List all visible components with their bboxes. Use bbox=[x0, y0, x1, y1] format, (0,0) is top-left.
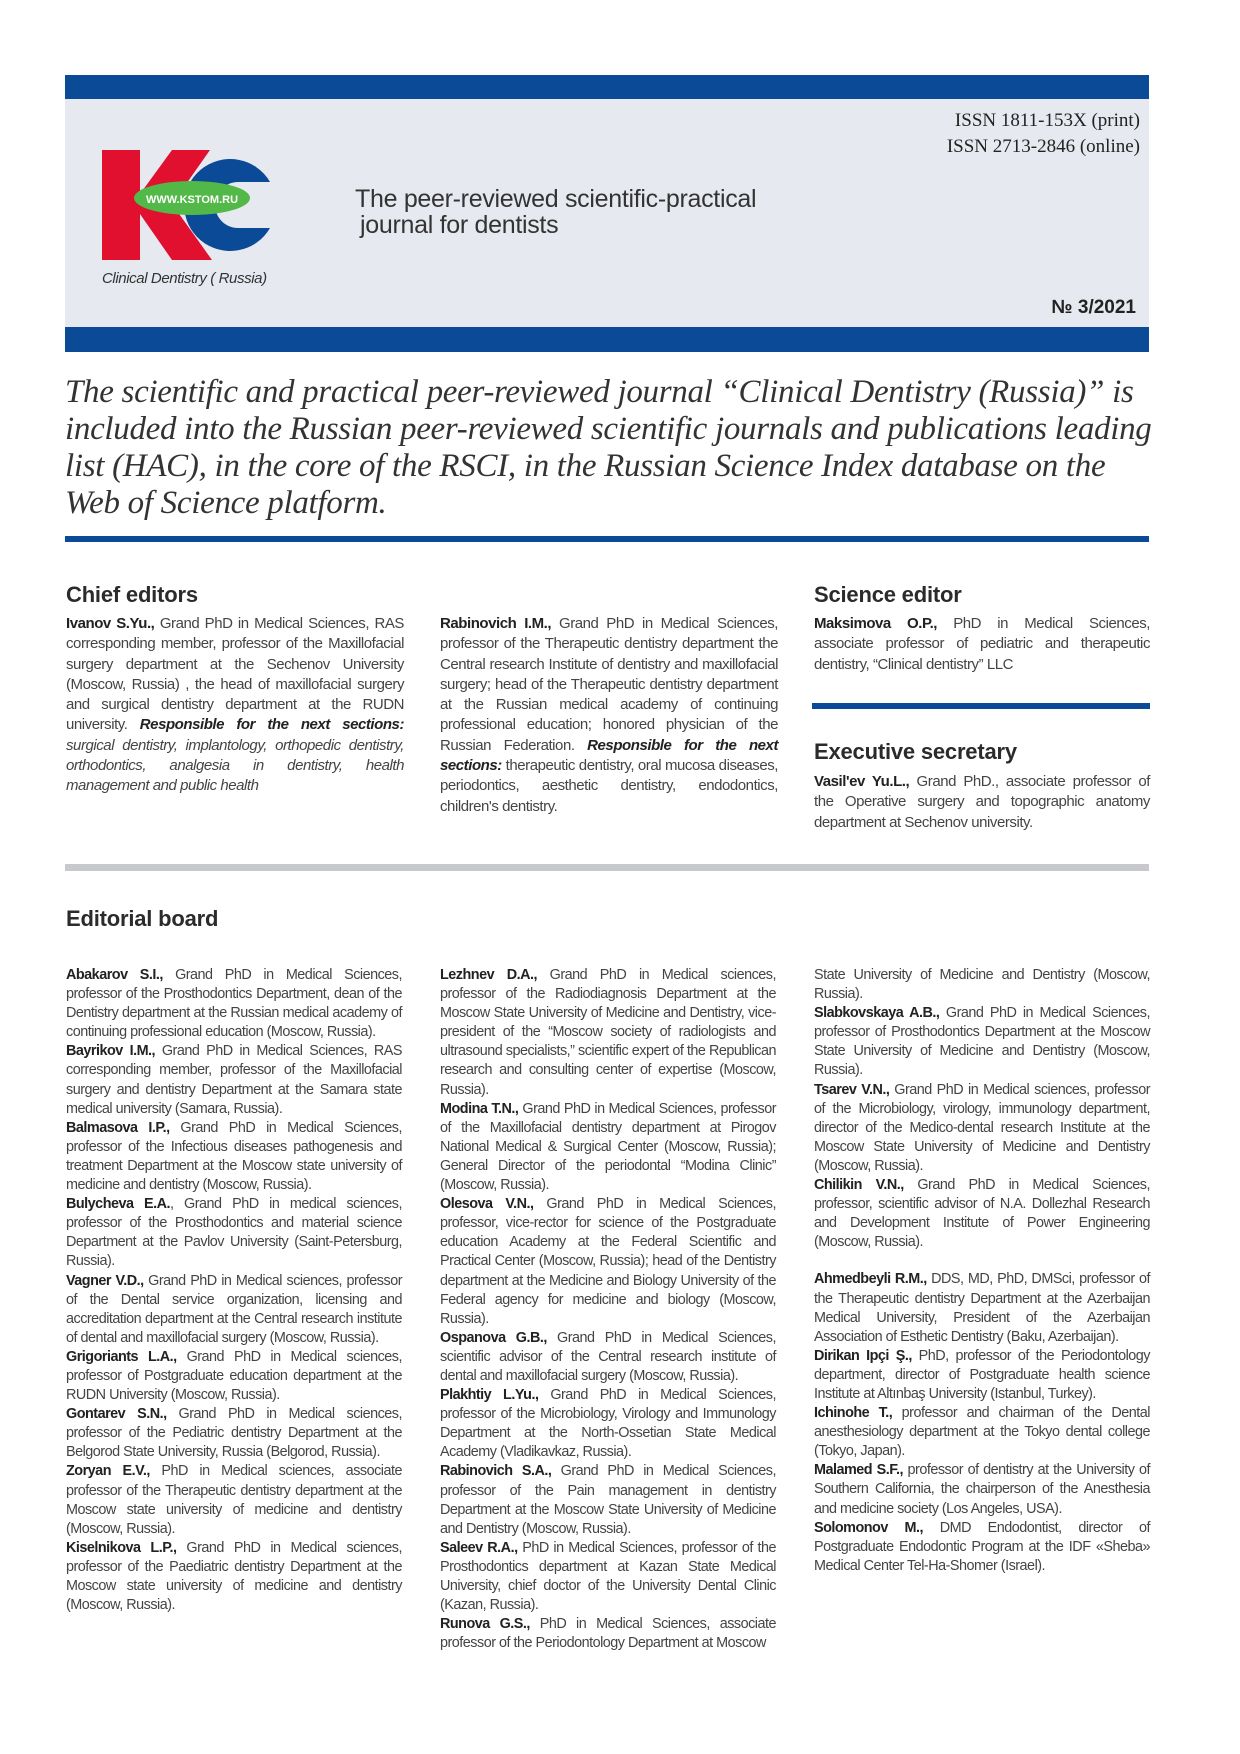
member-bio: PhD in Medical Sciences, professor of the Prosthodontics department at Kazan State Medical University, chief doctor of the University Dental Clinic (Kazan, Russia). bbox=[440, 1539, 777, 1614]
board-column-1 bbox=[66, 966, 402, 1615]
editor-bio: PhD in Medical Sciences, associate professor of pediatric and therapeutic dentistry, “Clinical dentistry” LLC bbox=[814, 615, 1150, 673]
intro-statement: The scientific and practical peer-reviewed journal “Clinical Dentistry (Russia)” is included into the Russian peer-reviewed scientific journals and publications leading list (HAC), in the core of the RSCI, in the Russian Science Index database on the Web of Science platform. bbox=[65, 374, 1152, 521]
board-member-entry bbox=[814, 1270, 1150, 1346]
board-member-entry bbox=[814, 1176, 1150, 1252]
board-column-2 bbox=[440, 966, 776, 1653]
board-group-domestic bbox=[814, 1004, 1150, 1252]
board-entry-continued: State University of Medicine and Dentistry (Moscow, Russia). bbox=[814, 967, 1150, 1003]
board-member-entry bbox=[440, 1462, 776, 1538]
journal-tagline bbox=[355, 186, 875, 238]
member-name: Saleev R.A., bbox=[440, 1539, 518, 1556]
science-editor-heading: Science editor bbox=[814, 582, 962, 607]
board-group-gap bbox=[814, 1252, 1150, 1270]
member-bio: Grand PhD in Medical sciences, professor of the Dental service organization, licensing and accreditation department at the Central research institute of dental and maxillofacial surgery (Moscow, Russia). bbox=[66, 1272, 402, 1346]
board-member-entry bbox=[66, 1539, 402, 1615]
member-bio: Grand PhD in Medical Sciences, scientific advisor of the Central research institute of dental and maxillofacial surgery (Moscow, Russia). bbox=[440, 1329, 776, 1384]
issn-online: ISSN 2713-2846 (online) bbox=[946, 136, 1140, 157]
member-name: Tsarev V.N., bbox=[814, 1081, 890, 1098]
board-member-entry bbox=[66, 1462, 402, 1538]
secretary-bio: Grand PhD., associate professor of the Operative surgery and topographic anatomy department at Sechenov university. bbox=[814, 773, 1150, 831]
journal-logo bbox=[100, 142, 280, 267]
member-bio: , Grand PhD in medical sciences, professor of the Prosthodontics and material science Department at the Pavlov University (Saint-Petersburg, Russia). bbox=[66, 1196, 402, 1270]
board-divider bbox=[65, 864, 1149, 871]
board-member-entry bbox=[814, 1081, 1150, 1176]
issue-number: № 3/2021 bbox=[1051, 297, 1136, 318]
responsibility-label: Responsible for the next sections: bbox=[139, 716, 404, 734]
member-name: Chilikin V.N., bbox=[814, 1177, 904, 1194]
member-name: Olesova V.N., bbox=[440, 1196, 534, 1213]
member-bio: Grand PhD in Medical Sciences, professor of the Prosthodontics Department, dean of the Dentistry department at the Russian medical academy of continuing professional education (Moscow, Russia). bbox=[66, 967, 402, 1041]
member-bio: Grand PhD in Medical sciences, professor of the Paediatric dentistry Department at the Moscow state university of medicine and dentistry (Moscow, Russia). bbox=[66, 1539, 402, 1614]
editor-bio: Grand PhD in Medical Sciences, RAS corresponding member, professor of the Maxillofacial surgery department at the Sechenov University (Moscow, Russia) , the head of maxillofacial surgery and surgical dentistry department at the RUDN university. bbox=[66, 615, 404, 734]
board-member-entry bbox=[440, 966, 776, 1100]
member-name: Malamed S.F., bbox=[814, 1462, 903, 1479]
member-bio: professor of dentistry at the University of Southern California, the chairperson of the Anesthesia and medicine society (Los Angeles, USA). bbox=[814, 1462, 1150, 1517]
editor-bio: Grand PhD in Medical Sciences, professor of the Therapeutic dentistry department the Central research Institute of dentistry and maxillofacial surgery; head of the Therapeutic dentistry department at the Russian medical academy of continuing professional education; honored physician of the Russian Federation. bbox=[440, 615, 778, 754]
member-name: Runova G.S., bbox=[440, 1616, 530, 1633]
member-name: Solomonov M., bbox=[814, 1519, 924, 1536]
board-member-entry bbox=[66, 1042, 402, 1118]
member-name: Lezhnev D.A., bbox=[440, 967, 538, 983]
logo-kc-icon bbox=[100, 142, 280, 267]
member-bio: Grand PhD in Medical sciences, professor of the Radiodiagnosis Department at the Moscow State University of Medicine and Dentistry, vice-president of the “Moscow society of radiologists and ultrasound specialists,” scientific expert of the Republican research and consulting center of expertise (Moscow, Russia). bbox=[440, 967, 777, 1098]
member-name: Kiselnikova L.P., bbox=[66, 1539, 177, 1556]
board-member-entry bbox=[66, 1405, 402, 1462]
member-bio: Grand PhD in Medical Sciences, professor, vice-rector for science of the Postgraduate education Academy at the Federal Scientific and Practical Center (Moscow, Russia); head of the Dentistry department at the Medicine and Biology University of the Federal agency for medicine and biology (Moscow, Russia). bbox=[440, 1196, 776, 1327]
board-member-entry bbox=[66, 1348, 402, 1405]
member-name: Grigoriants L.A., bbox=[66, 1348, 177, 1365]
editor-name: Maksimova O.P., bbox=[814, 615, 938, 632]
executive-secretary-heading: Executive secretary bbox=[814, 739, 1017, 764]
responsibility-label: Responsible for the next sections: bbox=[440, 736, 778, 775]
member-bio: Grand PhD in Medical sciences, professor of the Pediatric dentistry Department at the Belgorod State University, Russia (Belgorod, Russia). bbox=[66, 1406, 402, 1461]
tagline-line-2: journal for dentists bbox=[360, 211, 559, 239]
member-name: Bayrikov I.M., bbox=[66, 1043, 156, 1060]
editor-name: Rabinovich I.M., bbox=[440, 615, 552, 632]
responsibility-sections: therapeutic dentistry, oral mucosa diseases, periodontics, aesthetic dentistry, endodontics, children's dentistry. bbox=[440, 757, 778, 815]
board-member-entry bbox=[814, 1004, 1150, 1080]
member-bio: Grand PhD in Medical Sciences, professor of the Infectious diseases pathogenesis and treatment Department at the Moscow state university of medicine and dentistry (Moscow, Russia). bbox=[66, 1119, 402, 1194]
member-name: Gontarev S.N., bbox=[66, 1406, 167, 1423]
member-bio: PhD in Medical Sciences, associate professor of the Periodontology Department at Moscow bbox=[440, 1616, 776, 1652]
board-group-international bbox=[814, 1270, 1150, 1576]
issn-block bbox=[920, 108, 1140, 160]
member-name: Slabkovskaya A.B., bbox=[814, 1005, 940, 1022]
member-name: Ahmedbeyli R.M., bbox=[814, 1271, 927, 1288]
member-bio: Grand PhD in Medical Sciences, RAS corresponding member, professor of the Maxillofacial surgery and dentistry Department at the Samara state medical university (Samara, Russia). bbox=[66, 1043, 402, 1117]
member-name: Abakarov S.I., bbox=[66, 967, 163, 983]
member-name: Plakhtiy L.Yu., bbox=[440, 1387, 539, 1404]
board-member-entry bbox=[440, 1329, 776, 1386]
editorial-board-heading: Editorial board bbox=[66, 906, 219, 931]
board-member-entry bbox=[814, 1519, 1150, 1576]
member-name: Balmasova I.P., bbox=[66, 1119, 170, 1136]
board-member-entry bbox=[440, 1539, 776, 1615]
board-member-entry bbox=[66, 966, 402, 1042]
member-bio: PhD, professor of the Periodontology department, director of Postgraduate health science Institute at Altınbaş University (Istanbul, Turkey). bbox=[814, 1347, 1151, 1402]
member-bio: Grand PhD in Medical sciences, professor of the Microbiology, virology, immunology department, director of the Medico-dental research Institute at the Moscow State University of Medicine and Dentistry (Moscow, Russia). bbox=[814, 1081, 1150, 1174]
member-bio: DMD Endodontist, director of Postgraduate Endodontic Program at the IDF «Sheba» Medical Center Tel-Ha-Shomer (Israel). bbox=[814, 1519, 1150, 1574]
secretary-name: Vasil'ev Yu.L., bbox=[814, 773, 910, 790]
member-name: Modina T.N., bbox=[440, 1100, 519, 1117]
member-bio: Grand PhD in Medical Sciences, professor of the Maxillofacial dentistry department at Pirogov National Medical & Surgical Center (Moscow, Russia); General Director of the periodontal “Modina Clinic” (Moscow, Russia). bbox=[440, 1100, 776, 1194]
tagline-line-1: The peer-reviewed scientific-practical bbox=[355, 185, 757, 213]
member-bio: Grand PhD in Medical Sciences, professor of the Pain management in dentistry Department at the Moscow State University of Medicine and Dentistry (Moscow, Russia). bbox=[440, 1463, 776, 1537]
member-bio: Grand PhD in Medical sciences, professor of Postgraduate education department at the RUDN University (Moscow, Russia). bbox=[66, 1348, 402, 1404]
chief-editors-heading: Chief editors bbox=[66, 582, 198, 607]
member-name: Bulycheva E.A. bbox=[66, 1196, 171, 1213]
svg-text:WWW.KSTOM.RU: WWW.KSTOM.RU bbox=[145, 194, 239, 206]
board-member-entry bbox=[440, 1100, 776, 1195]
member-name: Dirikan Ipçi Ş., bbox=[814, 1347, 912, 1364]
responsibility-sections: surgical dentistry, implantology, orthopedic dentistry, orthodontics, analgesia in dentistry, health management and public health bbox=[66, 736, 404, 795]
issn-print: ISSN 1811-153X (print) bbox=[954, 110, 1140, 131]
intro-divider bbox=[65, 536, 1149, 542]
member-bio: DDS, MD, PhD, DMSci, professor of the Therapeutic dentistry Department at the Azerbaijan Medical University, President of the Azerbaijan Association of Esthetic Dentistry (Baku, Azerbaijan). bbox=[814, 1271, 1150, 1345]
board-member-entry bbox=[440, 1615, 776, 1653]
board-member-entry bbox=[66, 1119, 402, 1195]
member-bio: professor and chairman of the Dental anesthesiology department at the Tokyo dental college (Tokyo, Japan). bbox=[814, 1405, 1150, 1460]
member-bio: PhD in Medical sciences, associate professor of the Therapeutic dentistry department at the Moscow state university of medicine and dentistry (Moscow, Russia). bbox=[66, 1463, 402, 1537]
chief-editor-2 bbox=[440, 614, 778, 817]
member-bio: Grand PhD in Medical Sciences, professor of the Microbiology, Virology and Immunology Department at the North-Ossetian State Medical Academy (Vladikavkaz, Russia). bbox=[440, 1387, 776, 1461]
member-name: Rabinovich S.A., bbox=[440, 1463, 552, 1480]
member-name: Zoryan E.V., bbox=[66, 1463, 150, 1480]
board-member-entry bbox=[66, 1195, 402, 1271]
science-editor bbox=[814, 614, 1150, 675]
member-bio: Grand PhD in Medical Sciences, professor, scientific advisor of N.A. Dollezhal Research and Development Institute of Power Engineering (Moscow, Russia). bbox=[814, 1177, 1150, 1251]
editor-name: Ivanov S.Yu., bbox=[66, 615, 155, 632]
board-member-entry bbox=[440, 1195, 776, 1329]
science-divider bbox=[812, 703, 1150, 709]
board-column-3 bbox=[814, 966, 1150, 1576]
header-top-bar bbox=[65, 75, 1149, 99]
board-member-entry bbox=[814, 1404, 1150, 1461]
board-member-entry bbox=[814, 1461, 1150, 1518]
board-member-entry bbox=[440, 1386, 776, 1462]
chief-editor-1 bbox=[66, 614, 404, 797]
member-name: Vagner V.D., bbox=[66, 1272, 144, 1289]
member-name: Ichinohe T., bbox=[814, 1405, 893, 1422]
board-member-entry bbox=[814, 1347, 1150, 1404]
member-name: Ospanova G.B., bbox=[440, 1329, 547, 1346]
logo-caption: Clinical Dentistry ( Russia) bbox=[102, 270, 267, 287]
header-bottom-bar bbox=[65, 327, 1149, 352]
board-member-entry bbox=[66, 1272, 402, 1348]
member-bio: Grand PhD in Medical Sciences, professor of Prosthodontics Department at the Moscow State University of Medicine and Dentistry (Moscow, Russia). bbox=[814, 1005, 1150, 1079]
executive-secretary bbox=[814, 772, 1150, 833]
